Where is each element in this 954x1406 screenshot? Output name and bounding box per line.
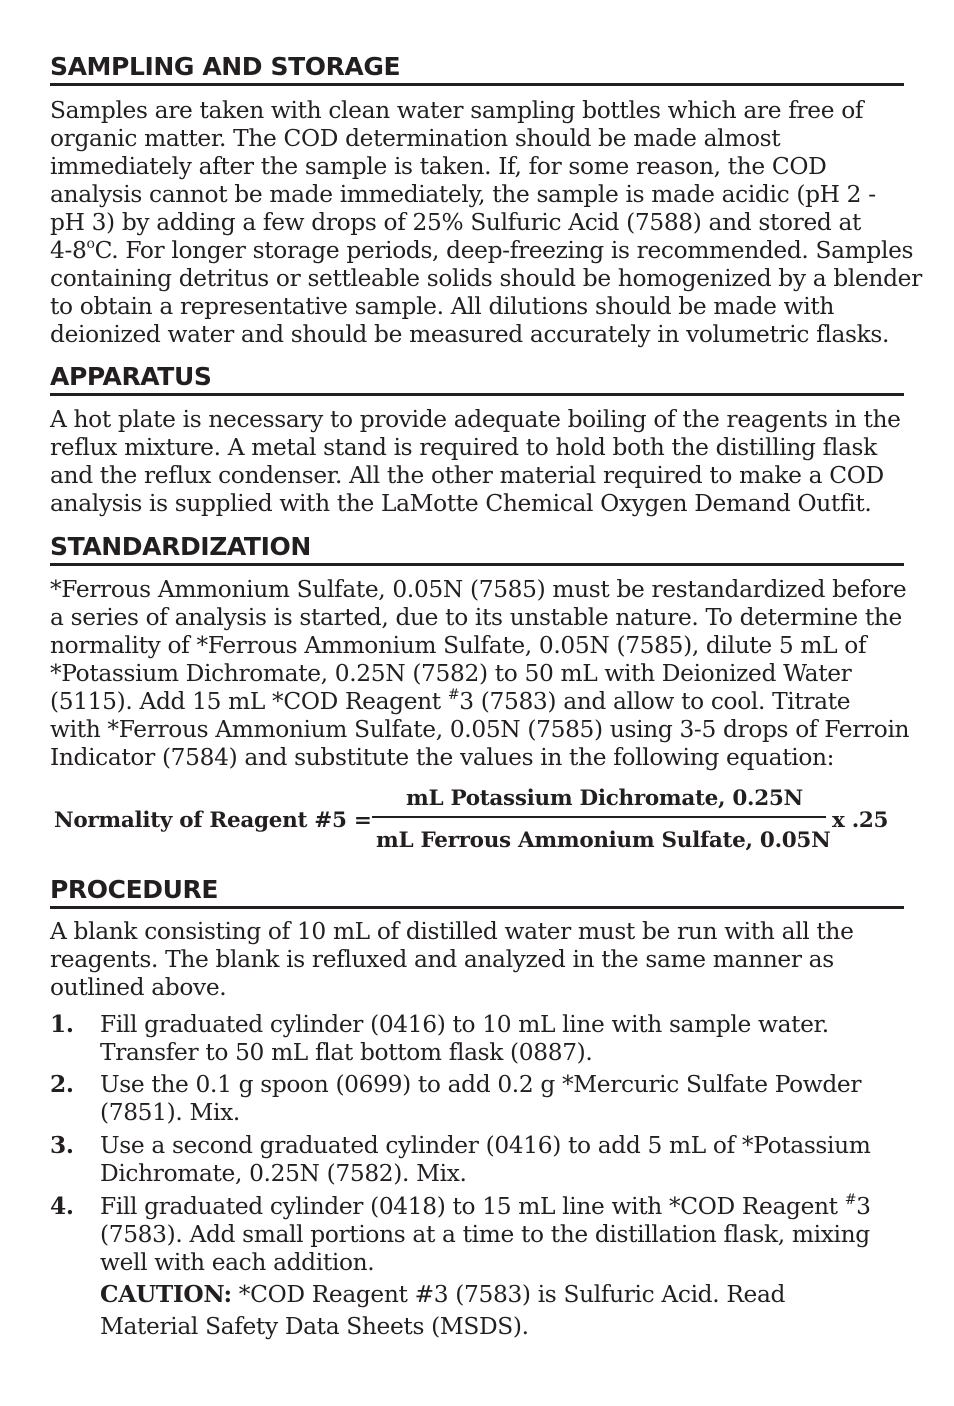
step-text: [100, 1071, 861, 1127]
text-line: reflux mixture. A metal stand is required to hold both the distilling flask: [50, 434, 877, 461]
equation-denominator: mL Ferrous Ammonium Sulfate, 0.05N: [376, 828, 831, 853]
text-line: to obtain a representative sample. All dilutions should be made with: [50, 293, 835, 320]
text-line: analysis is supplied with the LaMotte Chemical Oxygen Demand Outfit.: [50, 490, 872, 517]
step4-pre: Fill graduated cylinder (0418) to 15 mL line with *COD Reagent: [100, 1193, 845, 1220]
sampling-heading: SAMPLING AND STORAGE: [50, 52, 904, 86]
text-line: with *Ferrous Ammonium Sulfate, 0.05N (7585) using 3-5 drops of Ferroin: [50, 716, 910, 743]
text-line: organic matter. The COD determination should be made almost: [50, 125, 781, 152]
text-line: immediately after the sample is taken. If, for some reason, the COD: [50, 153, 827, 180]
text-line: Transfer to 50 mL flat bottom flask (0887).: [100, 1039, 593, 1066]
caution-line: [100, 1277, 871, 1313]
text-line: containing detritus or settleable solids should be homogenized by a blender: [50, 265, 922, 292]
text-line: A blank consisting of 10 mL of distilled water must be run with all the: [50, 918, 854, 945]
text-line: deionized water and should be measured accurately in volumetric flasks.: [50, 321, 890, 348]
text-line: a series of analysis is started, due to its unstable nature. To determine the: [50, 604, 902, 631]
caution-text: *COD Reagent #3 (7583) is Sulfuric Acid. Read: [231, 1281, 786, 1308]
text-line: Material Safety Data Sheets (MSDS).: [100, 1313, 529, 1340]
text-line: *Potassium Dichromate, 0.25N (7582) to 50 mL with Deionized Water: [50, 660, 852, 687]
sampling-paragraph: [50, 97, 922, 349]
step-text: [100, 1193, 871, 1341]
text-line-reagent: [50, 688, 910, 716]
equation-numerator: mL Potassium Dichromate, 0.25N: [406, 786, 803, 811]
text-line: Use a second graduated cylinder (0416) to add 5 mL of *Potassium: [100, 1132, 871, 1159]
text-line: Fill graduated cylinder (0416) to 10 mL line with sample water.: [100, 1011, 829, 1038]
text-line: reagents. The blank is refluxed and analyzed in the same manner as: [50, 946, 834, 973]
apparatus-heading: APPARATUS: [50, 362, 904, 396]
step-text: [100, 1011, 829, 1067]
text-line: Use the 0.1 g spoon (0699) to add 0.2 g *Mercuric Sulfate Powder: [100, 1071, 862, 1098]
text-line: and the reflux condenser. All the other material required to make a COD: [50, 462, 884, 489]
step-number: 4.: [50, 1193, 74, 1220]
text-line: [100, 1193, 871, 1221]
step-number: 3.: [50, 1132, 74, 1159]
step-number: 1.: [50, 1011, 74, 1038]
text-line: *Ferrous Ammonium Sulfate, 0.05N (7585) must be restandardized before: [50, 576, 907, 603]
temp-post: C. For longer storage periods, deep-freezing is recommended. Samples: [94, 237, 914, 264]
text-line: Indicator (7584) and substitute the values in the following equation:: [50, 744, 835, 771]
step4-post: 3: [856, 1193, 871, 1220]
temp-pre: 4-8: [50, 237, 87, 264]
text-line: normality of *Ferrous Ammonium Sulfate, 0.05N (7585), dilute 5 mL of: [50, 632, 867, 659]
reagent-pre: (5115). Add 15 mL *COD Reagent: [50, 688, 448, 715]
standardization-heading: STANDARDIZATION: [50, 532, 904, 566]
step-text: [100, 1132, 871, 1188]
hash-sup: #: [447, 687, 460, 703]
step-number: 2.: [50, 1071, 74, 1098]
text-line: Samples are taken with clean water sampling bottles which are free of: [50, 97, 864, 124]
equation-left: Normality of Reagent #5 =: [54, 808, 372, 833]
degree-sup: o: [86, 236, 95, 252]
normality-equation: [54, 786, 904, 852]
standardization-paragraph: [50, 576, 910, 772]
hash-sup: #: [844, 1192, 857, 1208]
text-line: outlined above.: [50, 974, 227, 1001]
text-line: Dichromate, 0.25N (7582). Mix.: [100, 1160, 467, 1187]
text-line: (7583). Add small portions at a time to the distillation flask, mixing: [100, 1221, 870, 1248]
caution-label: CAUTION:: [100, 1281, 232, 1308]
text-line: (7851). Mix.: [100, 1099, 240, 1126]
apparatus-paragraph: [50, 406, 910, 518]
text-line-temperature: [50, 236, 914, 265]
text-line: A hot plate is necessary to provide adequate boiling of the reagents in the: [50, 406, 901, 433]
text-line: well with each addition.: [100, 1249, 375, 1276]
text-line: pH 3) by adding a few drops of 25% Sulfuric Acid (7588) and stored at: [50, 209, 862, 236]
procedure-heading: PROCEDURE: [50, 875, 904, 909]
fraction-bar: [372, 816, 826, 818]
procedure-intro: [50, 918, 910, 1002]
equation-right: x .25: [832, 808, 889, 833]
reagent-post: 3 (7583) and allow to cool. Titrate: [459, 688, 851, 715]
text-line: analysis cannot be made immediately, the sample is made acidic (pH 2 -: [50, 181, 876, 208]
